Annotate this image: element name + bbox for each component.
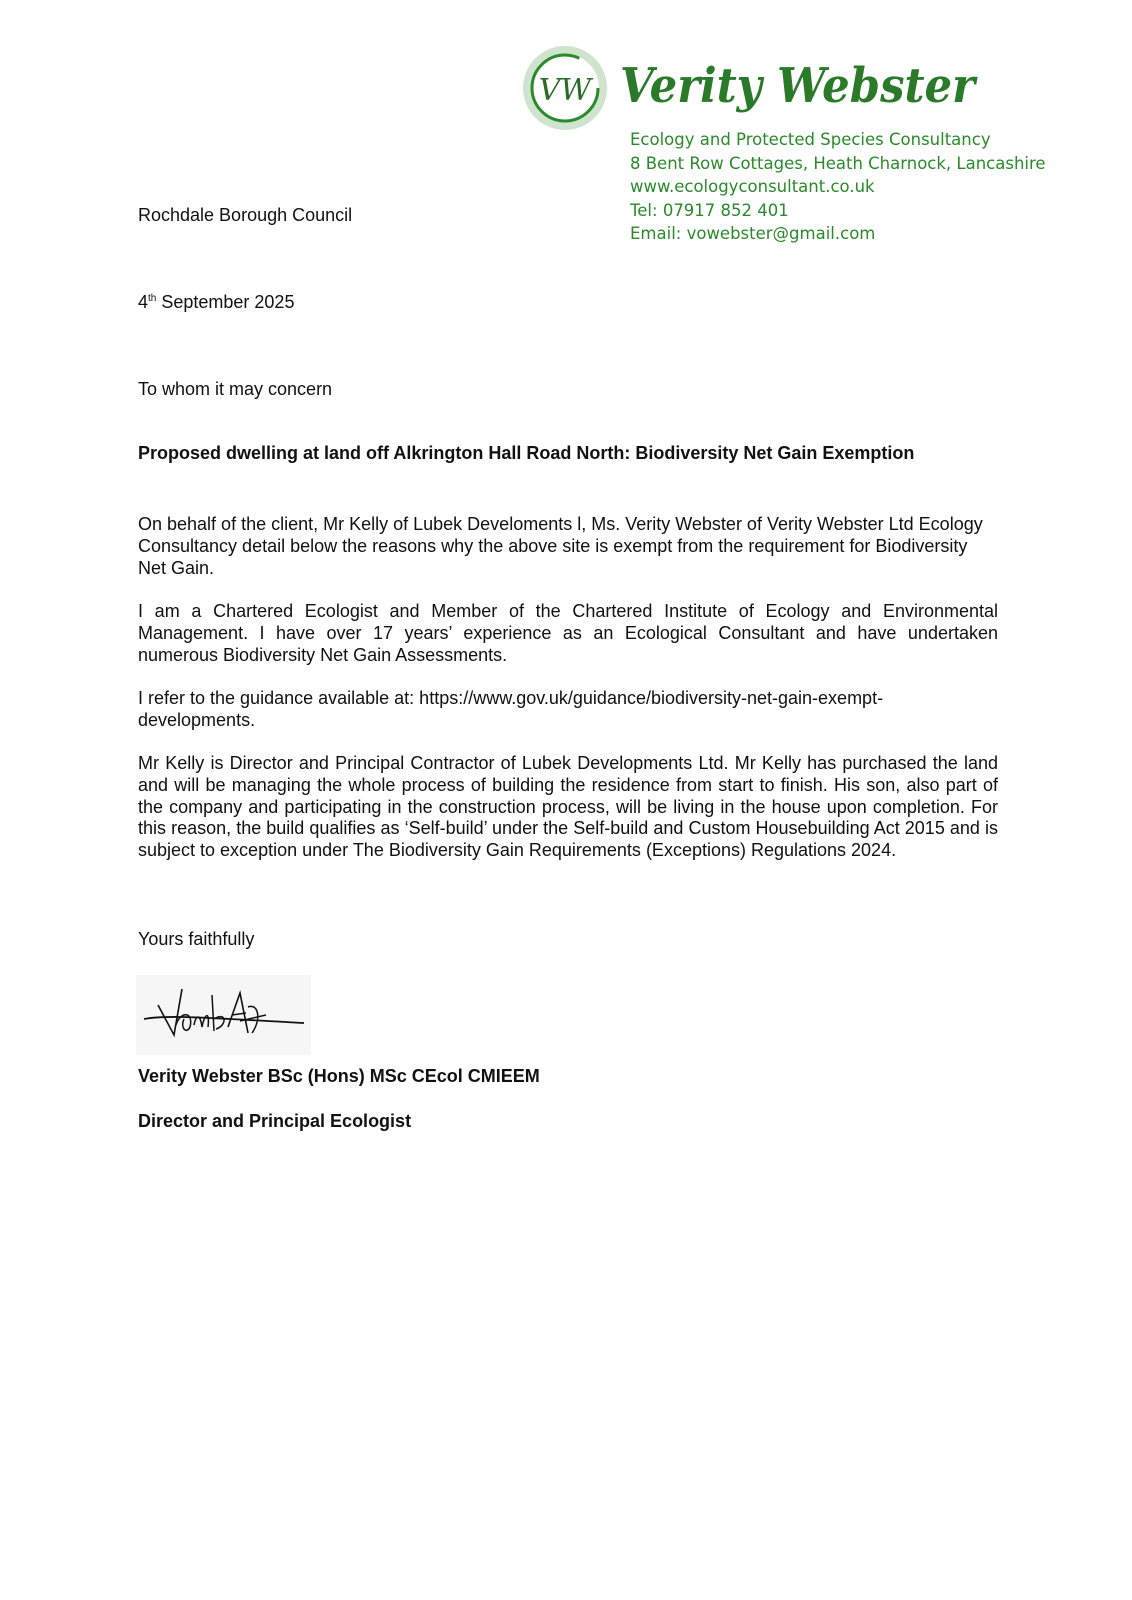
greeting: To whom it may concern — [138, 379, 333, 399]
date-rest: September 2025 — [156, 292, 295, 312]
date-suffix: th — [148, 293, 157, 304]
body-paragraph: Mr Kelly is Director and Principal Contractor of Lubek Developments Ltd. Mr Kelly has purchased the land and will be managing the whole process of building the residence from start to finish. His son, also part of the company and participating in the construction process, will be living in the house upon completion. For this reason, the build qualifies as ‘Self-build’ under the Self-build and Custom Housebuilding Act 2015 and is subject to exception under The Biodiversity Gain Requirements (Exceptions) Regulations 2024. — [138, 753, 998, 861]
subject-line: Proposed dwelling at land off Alkrington Hall Road North: Biodiversity Net Gain Exemption — [138, 443, 915, 463]
signatory-name: Verity Webster BSc (Hons) MSc CEcol CMIEEM — [138, 1066, 540, 1086]
letterhead-contact — [630, 128, 1046, 246]
letterhead-email[interactable]: Email: vowebster@gmail.com — [630, 224, 876, 243]
body-paragraph: On behalf of the client, Mr Kelly of Lubek Develoments l, Ms. Verity Webster of Verity Webster Ltd Ecology Consultancy detail below the reasons why the above site is exempt from the requirement for Biodiversity Net Gain. — [138, 514, 983, 578]
logo-name: Verity Webster — [620, 58, 979, 114]
letterhead-tel: Tel: 07917 852 401 — [630, 200, 789, 220]
body-paragraph: I am a Chartered Ecologist and Member of the Chartered Institute of Ecology and Environmental Management. I have over 17 years’ experience as an Ecological Consultant and have undertaken numerous Biodiversity Net Gain Assessments. — [138, 601, 998, 665]
letterhead-address: 8 Bent Row Cottages, Heath Charnock, Lancashire — [630, 153, 1046, 173]
signatory-role: Director and Principal Ecologist — [138, 1111, 412, 1131]
recipient: Rochdale Borough Council — [138, 205, 353, 225]
closing: Yours faithfully — [138, 929, 255, 949]
letterhead-tagline: Ecology and Protected Species Consultancy — [630, 130, 991, 149]
signature — [136, 975, 311, 1055]
vw-monogram-icon — [527, 50, 603, 126]
verity-webster-logo — [520, 40, 990, 140]
signature-icon — [136, 975, 311, 1055]
letterhead-website[interactable]: www.ecologyconsultant.co.uk — [630, 177, 875, 196]
date-day: 4 — [138, 292, 149, 312]
letter-date — [138, 291, 294, 313]
logo-monogram: VW — [538, 73, 592, 108]
body-paragraph-guidance-link[interactable]: I refer to the guidance available at: https://www.gov.uk/guidance/biodiversity-net-gain-exempt-developments. — [138, 688, 884, 730]
